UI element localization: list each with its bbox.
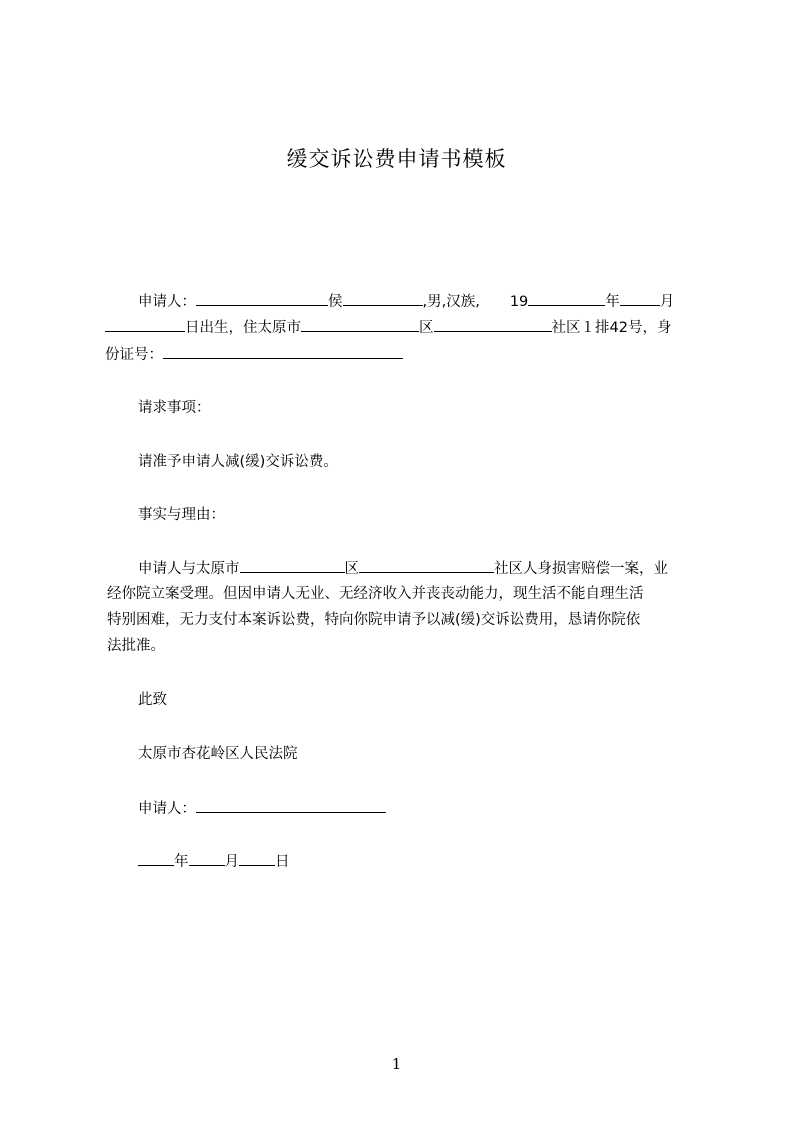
gender-ethnicity: ,男,汉族, — [422, 294, 480, 310]
salutation: 此致 — [138, 692, 167, 708]
facts-line-1 — [138, 558, 700, 579]
facts-line-3: 特别困难，无力支付本案诉讼费，特向你院申请予以减(缓)交诉讼费用，恳请你院依 — [107, 612, 641, 628]
facts-line-4: 法批准。 — [107, 638, 165, 654]
document-title: 缓交诉讼费申请书模板 — [286, 147, 507, 171]
name-blank — [196, 291, 328, 306]
id-number-blank — [163, 344, 403, 359]
request-content: 请准予申请人减(缓)交诉讼费。 — [138, 454, 338, 470]
surname: 侯 — [328, 294, 343, 310]
given-name-blank — [343, 291, 423, 306]
date-month-unit: 月 — [224, 854, 239, 870]
community-blank — [434, 317, 552, 332]
date-year-unit: 年 — [174, 854, 189, 870]
signature-label: 申请人： — [138, 801, 196, 817]
id-label: 份证号： — [105, 347, 163, 363]
year-prefix: 19 — [509, 294, 529, 310]
month-unit: 月 — [659, 294, 675, 310]
facts-line-1-a: 申请人与太原市 — [138, 561, 240, 577]
signature-blank — [196, 798, 386, 813]
applicant-line-1 — [138, 291, 700, 312]
date-day-unit: 日 — [275, 854, 290, 870]
applicant-line-2 — [105, 317, 700, 338]
court-name: 太原市杏花岭区人民法院 — [138, 746, 298, 762]
date-line — [138, 851, 290, 872]
district-blank — [301, 317, 419, 332]
birth-year-blank — [528, 291, 605, 306]
facts-line-1-c: 社区人身损害赔偿一案，业 — [494, 561, 668, 577]
applicant-line-3 — [105, 344, 403, 365]
signature-line — [138, 798, 386, 819]
year-unit: 年 — [605, 294, 620, 310]
date-year-blank — [138, 851, 174, 866]
applicant-label: 申请人： — [138, 294, 196, 310]
district-label: 区 — [419, 320, 434, 336]
birth-month-blank — [620, 291, 660, 306]
page-number: 1 — [391, 1055, 402, 1073]
date-month-blank — [189, 851, 225, 866]
request-heading: 请求事项： — [138, 400, 211, 416]
defendant-community-blank — [359, 558, 494, 573]
defendant-district-blank — [240, 558, 345, 573]
community-address: 社区１排42号，身 — [551, 320, 672, 336]
facts-district: 区 — [344, 561, 359, 577]
facts-heading: 事实与理由： — [138, 507, 225, 523]
birth-day-blank — [105, 317, 185, 332]
facts-line-2: 经你院立案受理。但因申请人无业、无经济收入并丧丧动能力，现生活不能自理生活 — [107, 586, 644, 602]
birth-suffix: 日出生，住太原市 — [185, 320, 301, 336]
date-day-blank — [239, 851, 275, 866]
